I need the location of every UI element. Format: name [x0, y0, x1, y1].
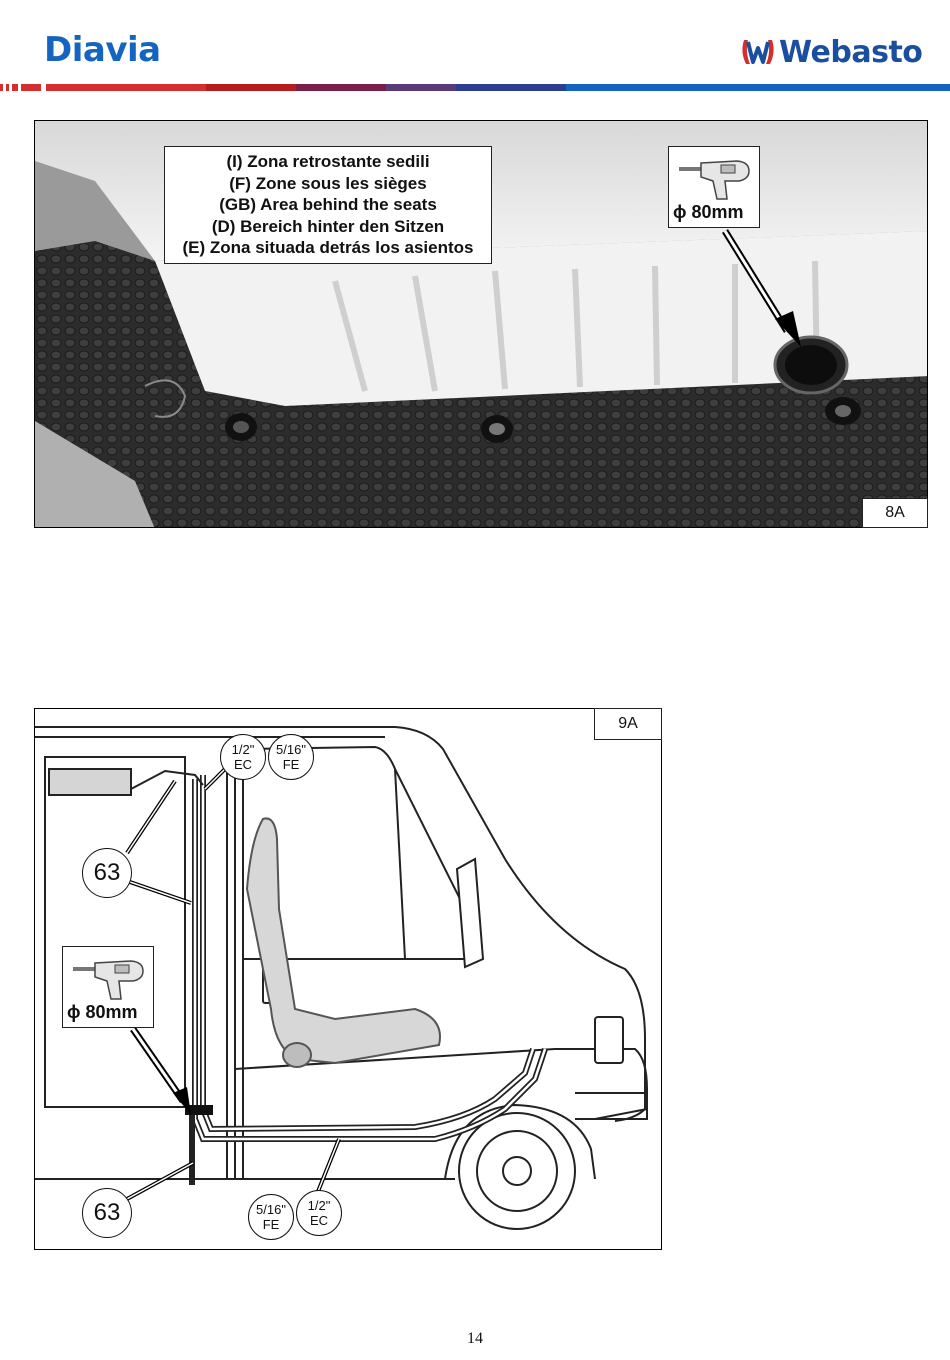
figure-tag-9a: 9A	[594, 708, 662, 740]
webasto-wordmark: Webasto	[779, 34, 923, 70]
caption-line-es: (E) Zona situada detrás los asientos	[182, 238, 474, 258]
size-label: 5/16"	[256, 1202, 286, 1217]
drill-label-9a: ϕ 80mm	[67, 1002, 138, 1022]
caption-line-fr: (F) Zone sous les sièges	[229, 173, 427, 193]
callout-63-bottom: 63	[82, 1188, 132, 1238]
size-callout-top-ec	[220, 734, 266, 780]
size-callout-top-fe	[268, 734, 314, 780]
size-callout-bottom-ec	[296, 1190, 342, 1236]
drill-icon	[71, 953, 149, 1003]
size-label: 1/2"	[231, 742, 255, 757]
webasto-mark-icon	[738, 32, 778, 72]
drill-box-8a	[668, 146, 760, 228]
header-stripe	[0, 82, 950, 92]
diavia-logo: Diavia	[44, 30, 161, 70]
type-label: FE	[262, 1217, 280, 1232]
caption-line-de: (D) Bereich hinter den Sitzen	[211, 216, 445, 236]
size-label: 1/2"	[307, 1198, 331, 1213]
callout-63-top: 63	[82, 848, 132, 898]
drill-box-9a	[62, 946, 154, 1028]
size-label: 5/16"	[276, 742, 306, 757]
type-label: EC	[309, 1213, 329, 1228]
caption-line-gb: (GB) Area behind the seats	[219, 195, 437, 215]
webasto-logo	[738, 30, 922, 74]
page-number: 14	[467, 1330, 483, 1347]
figure-tag-8a: 8A	[862, 498, 928, 528]
type-label: FE	[282, 757, 300, 772]
drill-icon	[677, 153, 755, 203]
drill-label-8a: ϕ 80mm	[673, 202, 744, 222]
size-callout-bottom-fe	[248, 1194, 294, 1240]
caption-line-it: (I) Zona retrostante sedili	[226, 152, 430, 172]
type-label: EC	[233, 757, 253, 772]
caption-8a	[164, 146, 492, 264]
